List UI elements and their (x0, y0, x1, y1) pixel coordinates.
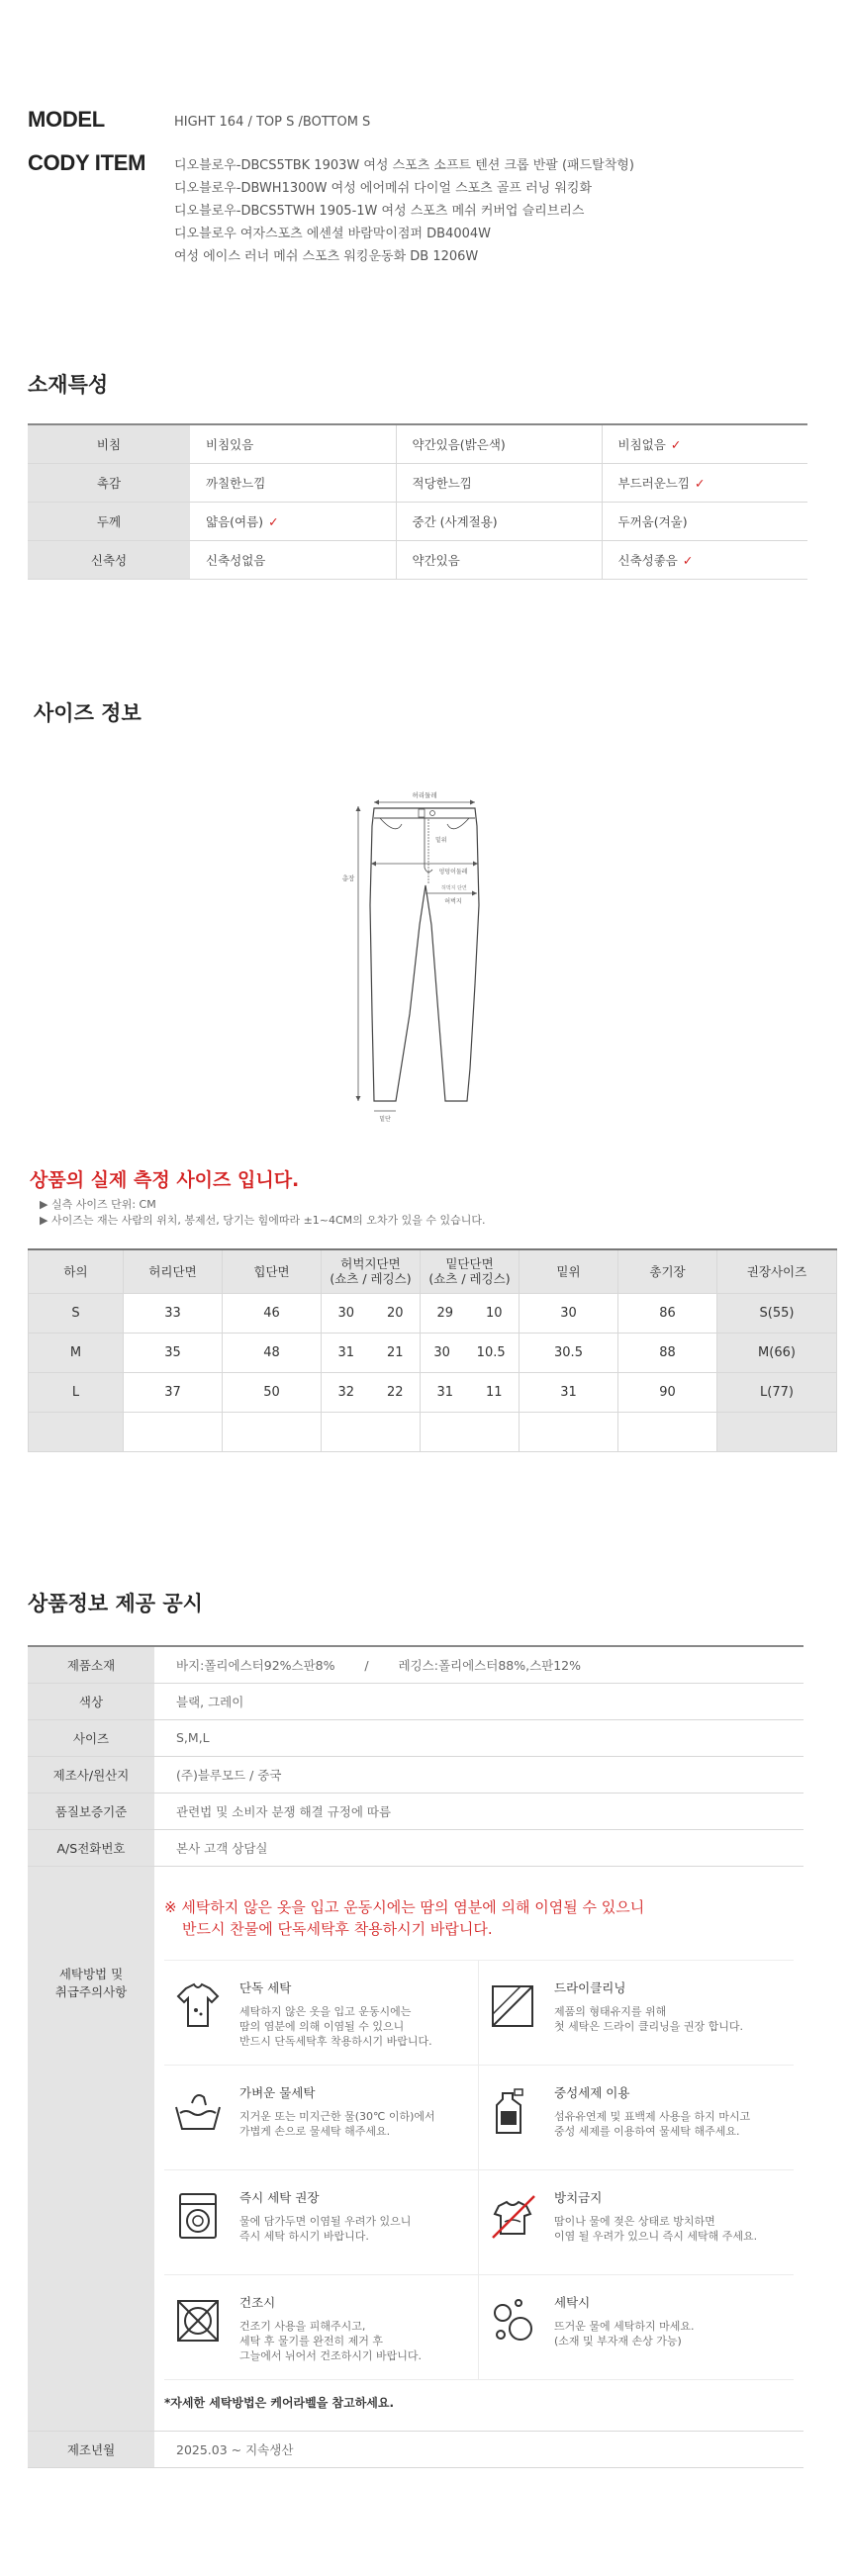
size-cell-hem (421, 1293, 520, 1333)
material-option (190, 463, 396, 502)
care-name: 즉시 세탁 권장 (239, 2189, 320, 2205)
col-header-thigh-label: 허벅지단면 (340, 1256, 401, 1272)
size-cell-rise: 30 (520, 1293, 618, 1333)
info-value (154, 1646, 804, 1683)
care-desc-line: 섬유유연제 및 표백제 사용을 하지 마시고 (554, 2109, 751, 2123)
size-value: 30 (337, 1305, 355, 1321)
care-item (479, 2170, 794, 2275)
info-label: 품질보증기준 (28, 1793, 154, 1829)
detergent-icon (485, 2083, 540, 2139)
size-row (29, 1333, 837, 1372)
col-header-hip: 힙단면 (223, 1249, 322, 1293)
size-table (28, 1248, 837, 1452)
model-row (28, 107, 819, 133)
care-name: 단독 세탁 (239, 1979, 292, 1995)
material-option-label: 신축성없음 (206, 552, 266, 568)
care-desc-line: 제품의 형태유지를 위해 (554, 2004, 667, 2018)
care-name: 건조시 (239, 2294, 276, 2310)
info-value: 관련법 및 소비자 분쟁 해결 규정에 따름 (154, 1793, 804, 1829)
material-option-label: 비침있음 (206, 436, 254, 452)
diagram-hem-label: 밑단 (379, 1116, 391, 1123)
diagram-length-label: 총장 (341, 874, 355, 882)
info-value: 본사 고객 상담실 (154, 1829, 804, 1866)
care-item (164, 2170, 479, 2275)
info-label (28, 1866, 154, 2431)
care-name: 가벼운 물세탁 (239, 2084, 316, 2100)
size-cell-waist: 37 (124, 1372, 223, 1412)
col-header-length: 총기장 (618, 1249, 717, 1293)
material-separator: / (364, 1657, 369, 1673)
care-warning-line: 반드시 찬물에 단독세탁후 착용하시기 바랍니다. (182, 1919, 493, 1938)
care-desc-line: 세탁 후 물기를 완전히 제거 후 (239, 2334, 383, 2347)
info-row-material (28, 1646, 804, 1683)
col-header-rec: 권장사이즈 (717, 1249, 837, 1293)
care-item (164, 2275, 479, 2380)
material-option (602, 540, 807, 579)
size-value: 31 (436, 1384, 454, 1400)
size-cell-length: 90 (618, 1372, 717, 1412)
size-cell-empty (520, 1412, 618, 1451)
material-option-label: 부드러운느낌 (617, 475, 690, 491)
care-cell (154, 1866, 804, 2431)
material-option (396, 424, 602, 463)
size-cell-hip: 48 (223, 1333, 322, 1372)
size-cell-rise: 31 (520, 1372, 618, 1412)
material-option-label: 두꺼움(겨울) (617, 513, 688, 529)
diagram-hip-label: 엉덩이둘레 (438, 869, 468, 875)
size-value: 31 (337, 1344, 355, 1360)
care-name: 중성세제 이용 (554, 2084, 630, 2100)
material-option-label: 비침없음 (617, 436, 666, 452)
material-row (28, 424, 807, 463)
size-notes (40, 1197, 486, 1229)
size-value: 10.5 (476, 1344, 506, 1360)
product-info-table (28, 1645, 804, 2468)
size-value: 29 (436, 1305, 454, 1321)
cody-items (174, 150, 634, 268)
dry-clean-icon (485, 1978, 540, 2034)
size-cell-hip: 50 (223, 1372, 322, 1412)
care-desc-line: 즉시 세탁 하시기 바랍니다. (239, 2229, 369, 2243)
info-label: A/S전화번호 (28, 1829, 154, 1866)
cody-label: CODY ITEM (28, 150, 146, 175)
col-header-top: 하의 (29, 1249, 124, 1293)
material-row (28, 540, 807, 579)
col-header-hem-sub: (쇼츠 / 레깅스) (428, 1271, 511, 1287)
no-dryer-icon (170, 2293, 226, 2348)
info-value: 블랙, 그레이 (154, 1683, 804, 1719)
washer-icon (170, 2188, 226, 2244)
bubbles-icon (485, 2293, 540, 2348)
size-cell-length: 88 (618, 1333, 717, 1372)
care-desc-line: 뜨거운 물에 세탁하지 마세요. (554, 2319, 695, 2333)
material-option (396, 463, 602, 502)
pants-size-diagram (336, 786, 534, 1138)
care-desc-line: 세탁하지 않은 옷을 입고 운동시에는 (239, 2004, 412, 2018)
care-label-line: 세탁방법 및 (58, 1966, 124, 1981)
care-desc-line: 가볍게 손으로 물세탁 해주세요. (239, 2124, 391, 2138)
size-cell-size: M (29, 1333, 124, 1372)
size-row-empty (29, 1412, 837, 1451)
care-desc-line: 반드시 단독세탁후 착용하시기 바랍니다. (239, 2034, 432, 2048)
care-warning-line: ※ 세탁하지 않은 옷을 입고 운동시에는 땀의 염분에 의해 이염될 수 있으니 (164, 1897, 645, 1916)
cody-item: 디오블로우-DBWH1300W 여성 에어메쉬 다이얼 스포츠 골프 러닝 워킹화 (174, 181, 593, 196)
size-cell-hem (421, 1372, 520, 1412)
care-text (239, 2293, 422, 2361)
care-name: 세탁시 (554, 2294, 591, 2310)
size-row (29, 1293, 837, 1333)
info-row-care (28, 1866, 804, 2431)
cody-item: 디오블로우 여자스포츠 에센셜 바람막이점퍼 DB4004W (174, 227, 491, 241)
material-option-label: 약간있음 (412, 552, 460, 568)
material-title: 소재특성 (28, 373, 109, 397)
material-option (602, 424, 807, 463)
care-item (164, 1961, 479, 2066)
tshirt-icon (170, 1978, 226, 2034)
diagram-waist-label: 허리둘레 (412, 791, 437, 799)
size-cell-size: L (29, 1372, 124, 1412)
care-text (239, 1978, 432, 2047)
info-label: 제조년월 (28, 2431, 154, 2467)
care-desc-line: 땀의 염분에 의해 이염될 수 있으니 (239, 2019, 405, 2033)
material-option-label: 얇음(여름) (206, 513, 264, 529)
size-value: 11 (485, 1384, 503, 1400)
care-desc-line: 중성 세제를 이용하여 물세탁 해주세요. (554, 2124, 740, 2138)
care-desc (239, 2214, 411, 2244)
care-desc-line: 이염 될 우려가 있으니 즉시 세탁해 주세요. (554, 2229, 758, 2243)
care-desc (554, 2109, 750, 2139)
care-desc (239, 2109, 435, 2139)
care-item (164, 2066, 479, 2170)
care-text (554, 2293, 695, 2361)
actual-size-title: 상품의 실제 측정 사이즈 입니다. (30, 1169, 300, 1191)
care-label-line: 취급주의사항 (54, 1983, 128, 1999)
size-cell-size: S (29, 1293, 124, 1333)
care-name: 드라이클리닝 (554, 1979, 626, 1995)
care-desc (239, 2319, 422, 2363)
size-cell-rec: M(66) (717, 1333, 837, 1372)
col-header-rise: 밑위 (520, 1249, 618, 1293)
info-label: 사이즈 (28, 1719, 154, 1756)
material-row (28, 502, 807, 540)
material-option (396, 502, 602, 540)
size-value: 22 (386, 1384, 404, 1400)
info-label: 제조사/원산지 (28, 1756, 154, 1793)
info-row-color (28, 1683, 804, 1719)
model-info (28, 107, 819, 268)
size-cell-hem (421, 1333, 520, 1372)
info-row-size (28, 1719, 804, 1756)
size-cell-empty (421, 1412, 520, 1451)
info-label: 색상 (28, 1683, 154, 1719)
care-desc-line: 그늘에서 뉘어서 건조하시기 바랍니다. (239, 2348, 423, 2362)
material-row-label: 신축성 (28, 540, 190, 579)
col-header-hem-label: 밑단단면 (445, 1256, 494, 1272)
care-item (479, 2275, 794, 2380)
care-item (479, 1961, 794, 2066)
size-cell-rec: S(55) (717, 1293, 837, 1333)
size-value: 30 (433, 1344, 450, 1360)
info-row-quality (28, 1793, 804, 1829)
diagram-small-label: 허벅지 단면 (441, 885, 467, 891)
info-row-as (28, 1829, 804, 1866)
material-option (602, 502, 807, 540)
material-option (190, 540, 396, 579)
size-row (29, 1372, 837, 1412)
cody-item: 디오블로우-DBCS5TWH 1905-1W 여성 스포츠 메쉬 커버업 슬리브리스 (174, 204, 585, 219)
col-header-thigh (322, 1249, 421, 1293)
check-icon: ✓ (682, 552, 694, 568)
size-table-header (29, 1249, 837, 1293)
col-header-hem (421, 1249, 520, 1293)
care-desc (554, 2004, 743, 2034)
care-desc-line: 지거운 또는 미지근한 물(30℃ 이하)에서 (239, 2109, 435, 2123)
size-value: 21 (386, 1344, 404, 1360)
care-text (239, 2083, 435, 2152)
check-icon: ✓ (694, 475, 706, 491)
size-note: ▶ 사이즈는 재는 사람의 위치, 봉제선, 당기는 힘에따라 ±1~4CM의 오차가 있을 수 있습니다. (40, 1214, 486, 1227)
material-option (190, 424, 396, 463)
model-label: MODEL (28, 107, 105, 132)
care-desc (239, 2004, 432, 2049)
info-value: (주)블루모드 / 중국 (154, 1756, 804, 1793)
size-cell-thigh (322, 1372, 421, 1412)
size-cell-empty (717, 1412, 837, 1451)
care-text (554, 2188, 757, 2256)
material-row-label: 비침 (28, 424, 190, 463)
size-info-title: 사이즈 정보 (34, 701, 142, 725)
info-value: 2025.03 ~ 지속생산 (154, 2431, 804, 2467)
size-cell-empty (223, 1412, 322, 1451)
size-cell-thigh (322, 1333, 421, 1372)
size-cell-thigh (322, 1293, 421, 1333)
check-icon: ✓ (670, 436, 682, 452)
material-leggings: 레깅스:폴리에스터88%,스판12% (398, 1657, 582, 1673)
material-row (28, 463, 807, 502)
diagram-rise-label: 밑위 (435, 837, 447, 844)
info-row-maker (28, 1756, 804, 1793)
material-table (28, 423, 807, 580)
material-option-label: 약간있음(밝은색) (412, 436, 506, 452)
care-grid (164, 1960, 794, 2380)
size-cell-rec: L(77) (717, 1372, 837, 1412)
no-leave-icon (485, 2188, 540, 2244)
material-option-label: 중간 (사계절용) (412, 513, 498, 529)
care-warning (164, 1896, 794, 1940)
hand-wash-icon (170, 2083, 226, 2139)
size-cell-empty (124, 1412, 223, 1451)
size-cell-waist: 33 (124, 1293, 223, 1333)
care-desc-line: 건조기 사용을 피해주시고, (239, 2319, 366, 2333)
care-text (239, 2188, 411, 2256)
check-icon: ✓ (268, 513, 279, 529)
material-option (602, 463, 807, 502)
material-option-label: 신축성좋음 (617, 552, 678, 568)
material-option (396, 540, 602, 579)
size-note: ▶ 실측 사이즈 단위: CM (40, 1198, 156, 1211)
size-value: 20 (386, 1305, 404, 1321)
care-name: 방치금지 (554, 2189, 603, 2205)
material-option-label: 까칠한느낌 (206, 475, 266, 491)
care-footer: *자세한 세탁방법은 케어라벨을 참고하세요. (164, 2395, 395, 2410)
size-cell-waist: 35 (124, 1333, 223, 1372)
info-label: 제품소재 (28, 1646, 154, 1683)
product-info-title: 상품정보 제공 공시 (28, 1592, 203, 1615)
cody-item: 여성 에이스 러너 메쉬 스포츠 워킹운동화 DB 1206W (174, 249, 479, 264)
col-header-thigh-sub: (쇼츠 / 레깅스) (330, 1271, 412, 1287)
size-cell-length: 86 (618, 1293, 717, 1333)
model-value: HIGHT 164 / TOP S /BOTTOM S (174, 115, 371, 130)
care-desc-line: (소재 및 부자재 손상 가능) (554, 2334, 682, 2347)
material-option-label: 적당한느낌 (412, 475, 472, 491)
material-pants: 바지:폴리에스터92%스판8% (176, 1657, 335, 1673)
size-cell-empty (29, 1412, 124, 1451)
col-header-waist: 허리단면 (124, 1249, 223, 1293)
care-text (554, 1978, 743, 2047)
care-text (554, 2083, 750, 2152)
care-desc-line: 땀이나 물에 젖은 상태로 방치하면 (554, 2214, 715, 2228)
cody-item: 디오블로우-DBCS5TBK 1903W 여성 스포츠 소프트 텐션 크롭 반팔 (패드탈착형) (174, 158, 634, 173)
care-section (154, 1867, 804, 2431)
size-cell-hip: 46 (223, 1293, 322, 1333)
pants-drawing (336, 786, 534, 1138)
size-value: 32 (337, 1384, 355, 1400)
size-cell-rise: 30.5 (520, 1333, 618, 1372)
care-desc (554, 2214, 757, 2244)
diagram-thigh-label: 허벅지 (444, 898, 462, 905)
info-row-date (28, 2431, 804, 2467)
material-row-label: 촉감 (28, 463, 190, 502)
info-value: S,M,L (154, 1719, 804, 1756)
material-row-label: 두께 (28, 502, 190, 540)
care-desc-line: 첫 세탁은 드라이 클리닝을 권장 합니다. (554, 2019, 743, 2033)
material-option (190, 502, 396, 540)
cody-row (28, 150, 819, 268)
care-desc (554, 2319, 695, 2348)
care-desc-line: 물에 담가두면 이염될 우려가 있으니 (239, 2214, 412, 2228)
size-cell-empty (618, 1412, 717, 1451)
care-item (479, 2066, 794, 2170)
size-cell-empty (322, 1412, 421, 1451)
size-value: 10 (485, 1305, 503, 1321)
